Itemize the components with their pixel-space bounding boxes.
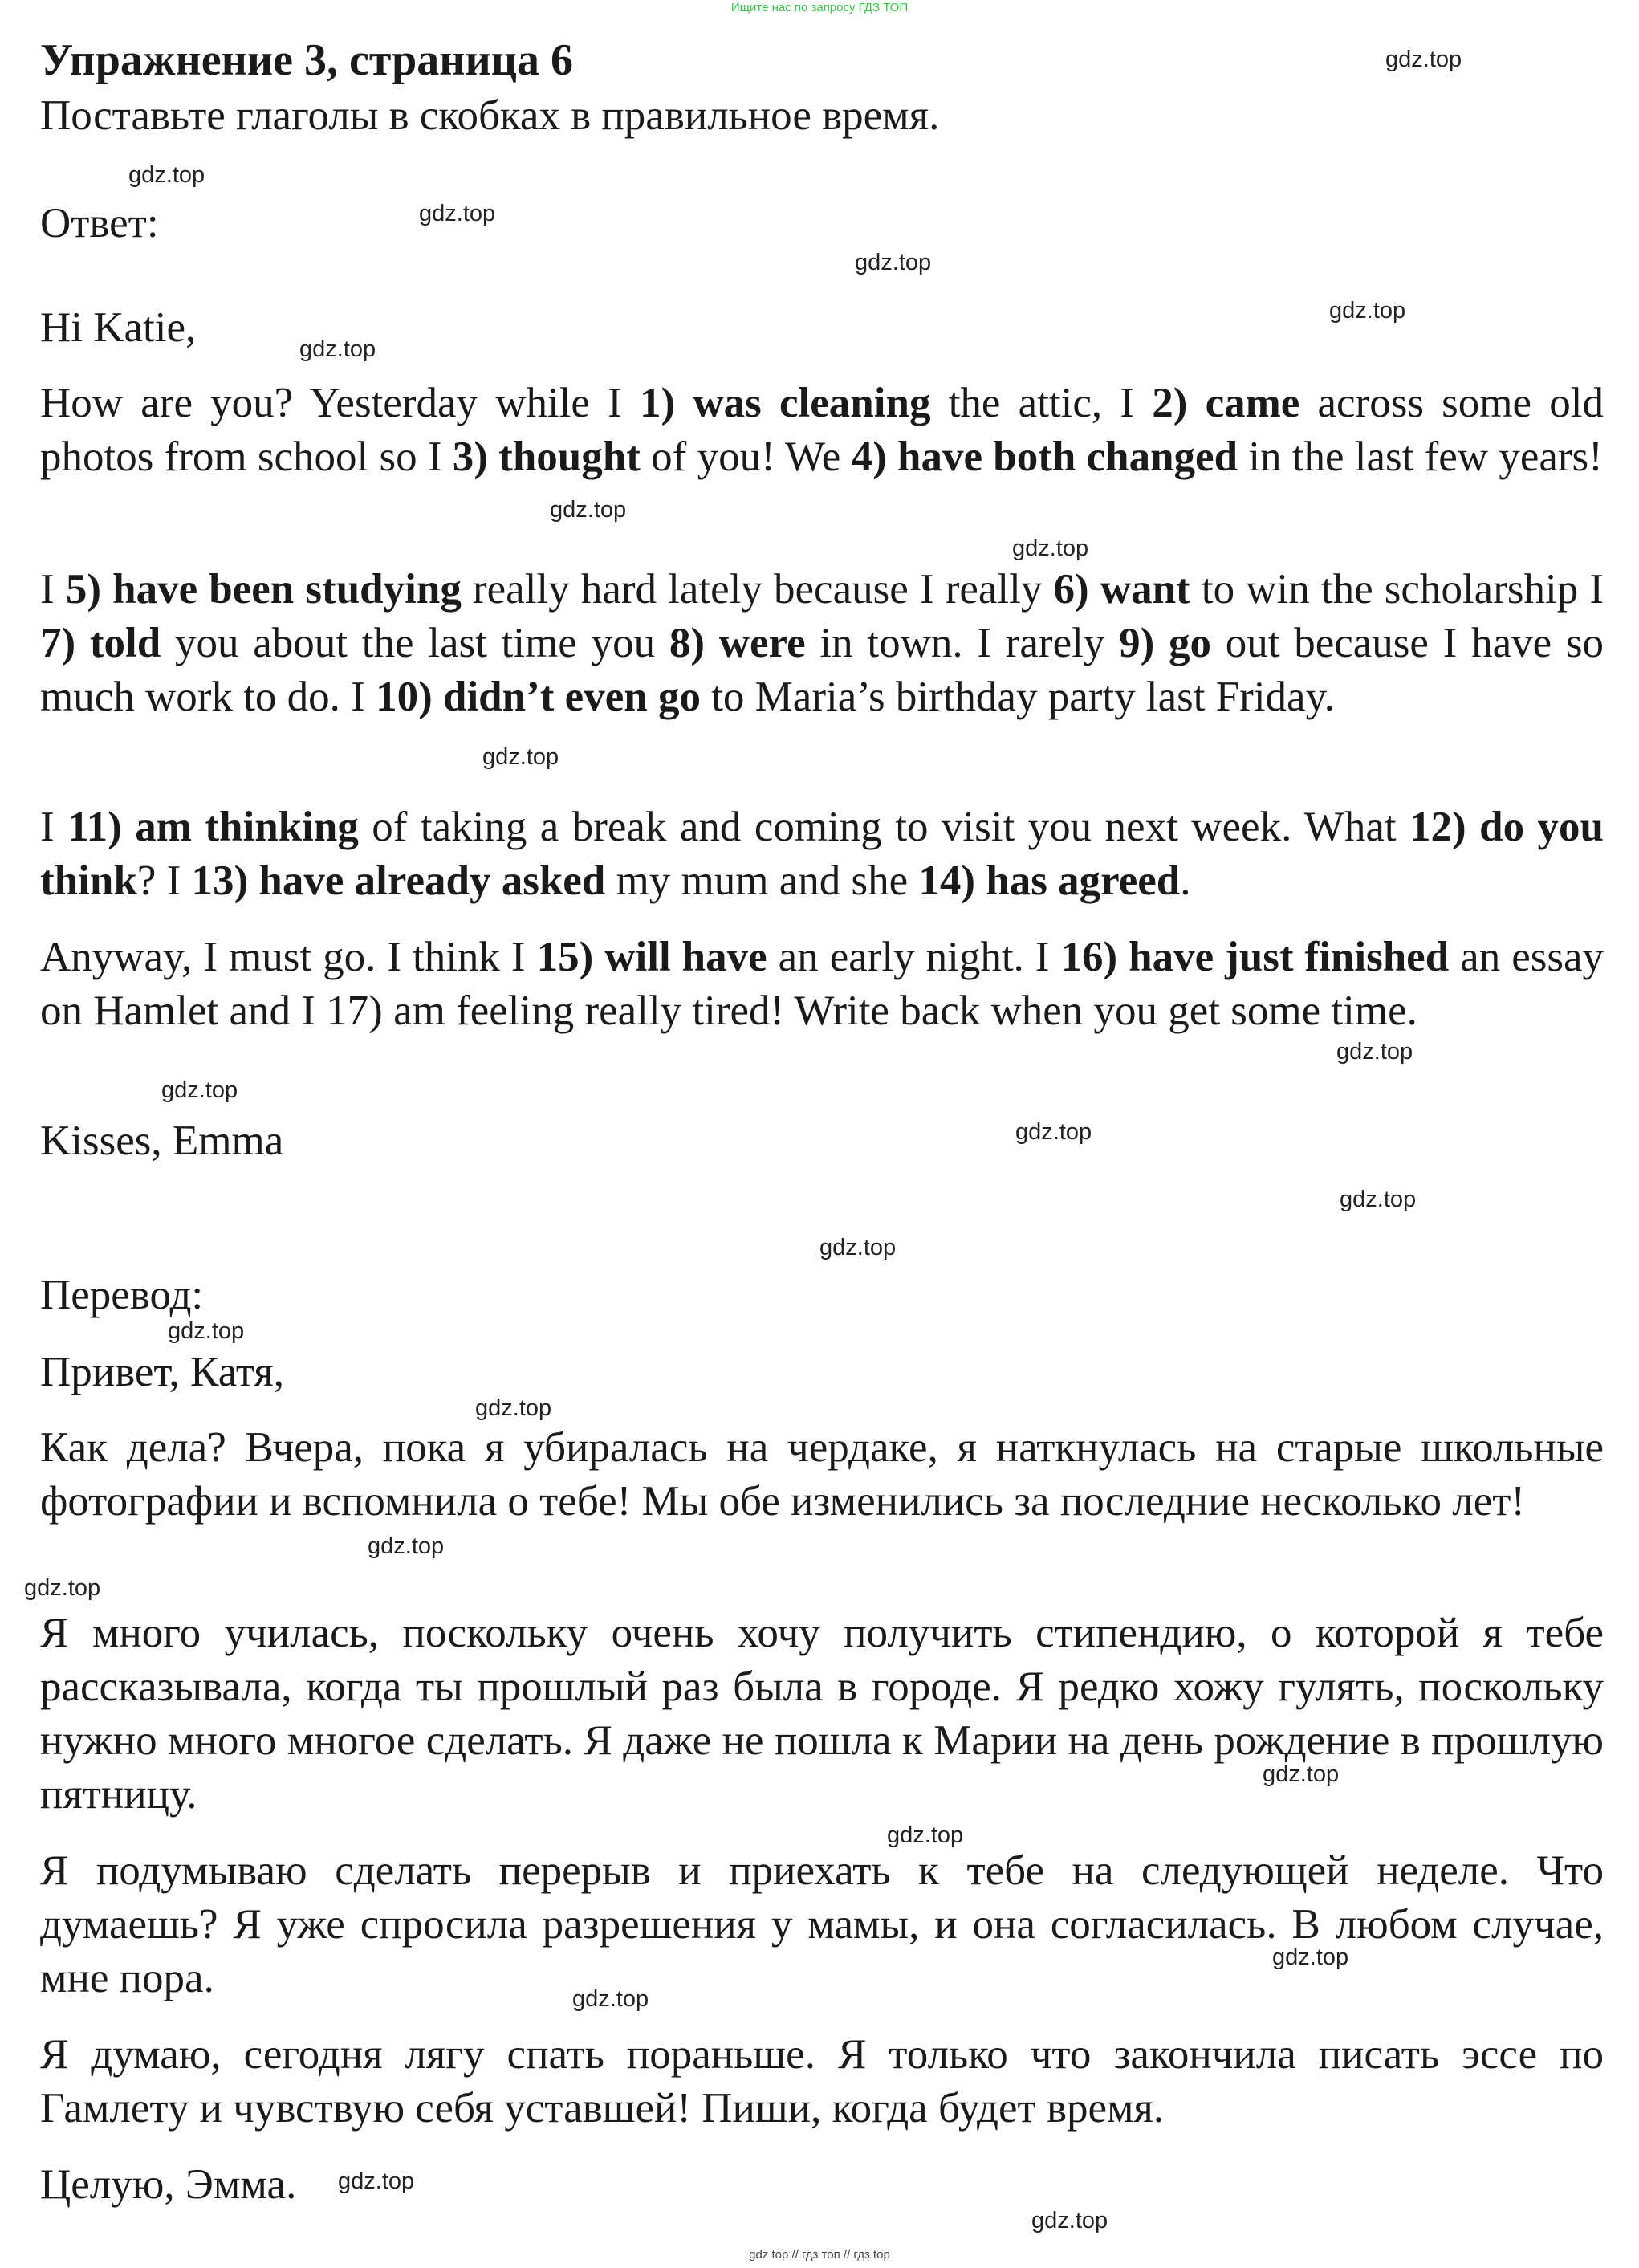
watermark: gdz.top <box>572 1986 649 2012</box>
letter-signoff: Kisses, Emma <box>40 1118 284 1164</box>
top-banner: Ищите нас по запросу ГДЗ ТОП <box>730 1 909 14</box>
translation-greeting: Привет, Катя, <box>40 1349 284 1395</box>
answer-label: Ответ: <box>40 200 159 246</box>
letter-greeting: Hi Katie, <box>40 304 197 351</box>
watermark: gdz.top <box>1336 1039 1413 1065</box>
watermark: gdz.top <box>475 1395 552 1421</box>
watermark: gdz.top <box>1015 1119 1092 1145</box>
instruction: Поставьте глаголы в скобках в правильное время. <box>40 92 940 139</box>
watermark: gdz.top <box>820 1235 897 1260</box>
watermark: gdz.top <box>1272 1944 1349 1970</box>
watermark: gdz.top <box>24 1575 101 1601</box>
watermark: gdz.top <box>1012 535 1089 561</box>
watermark: gdz.top <box>1340 1187 1417 1212</box>
watermark: gdz.top <box>550 497 627 523</box>
translation-label: Перевод: <box>40 1272 204 1318</box>
letter-paragraph-2: I 5) have been studying really hard lately because I really 6) want to win the scholarship I 7) told you about the last time you 8) were in town. I rarely 9) go out because I have so much work to do. I 10) didn’t even go to Maria’s birthday party last Friday. <box>40 566 1604 720</box>
footer-text: gdz top // гдз топ // гдз top <box>749 2248 890 2262</box>
letter-paragraph-4: Anyway, I must go. I think I 15) will have an early night. I 16) have just finished an essay on Hamlet and I 17) am feeling really tired! Write back when you get some time. <box>40 934 1604 1034</box>
watermark: gdz.top <box>299 336 376 362</box>
watermark: gdz.top <box>368 1533 445 1559</box>
watermark: gdz.top <box>128 162 205 188</box>
watermark: gdz.top <box>887 1822 964 1848</box>
translation-paragraph-1: Как дела? Вчера, пока я убиралась на чердаке, я наткнулась на старые школьные фотографии и вспомнила о тебе! Мы обе изменились за последние несколько лет! <box>40 1424 1604 1525</box>
watermark: gdz.top <box>1031 2208 1108 2233</box>
translation-signoff: Целую, Эмма. <box>40 2161 297 2208</box>
watermark: gdz.top <box>1385 47 1462 72</box>
watermark: gdz.top <box>1263 1761 1340 1787</box>
watermark: gdz.top <box>161 1077 238 1103</box>
exercise-title: Упражнение 3, страница 6 <box>40 35 574 85</box>
translation-paragraph-3: Я подумываю сделать перерыв и приехать к тебе на следующей неделе. Что думаешь? Я уже спросила разрешения у мамы, и она согласилась. В любом случае, мне пора. <box>40 1847 1604 2001</box>
translation-paragraph-4: Я думаю, сегодня лягу спать пораньше. Я только что закончила писать эссе по Гамлету и чувствую себя уставшей! Пиши, когда будет время. <box>40 2031 1604 2132</box>
watermark: gdz.top <box>1329 298 1406 324</box>
translation-paragraph-2: Я много училась, поскольку очень хочу получить стипендию, о которой я тебе рассказывала, когда ты прошлый раз была в городе. Я редко хожу гулять, поскольку нужно много многое сделать. Я даже не пошла к Марии на день рождение в прошлую пятницу. <box>40 1610 1604 1818</box>
watermark: gdz.top <box>168 1318 245 1344</box>
letter-paragraph-3: I 11) am thinking of taking a break and coming to visit you next week. What 12) do you think? I 13) have already asked my mum and she 14) has agreed. <box>40 804 1604 904</box>
watermark: gdz.top <box>855 250 932 275</box>
letter-paragraph-1: How are you? Yesterday while I 1) was cleaning the attic, I 2) came across some old photos from school so I 3) thought of you! We 4) have both changed in the last few years! <box>40 380 1604 480</box>
watermark: gdz.top <box>338 2168 415 2194</box>
watermark: gdz.top <box>482 744 559 770</box>
watermark: gdz.top <box>419 201 496 226</box>
